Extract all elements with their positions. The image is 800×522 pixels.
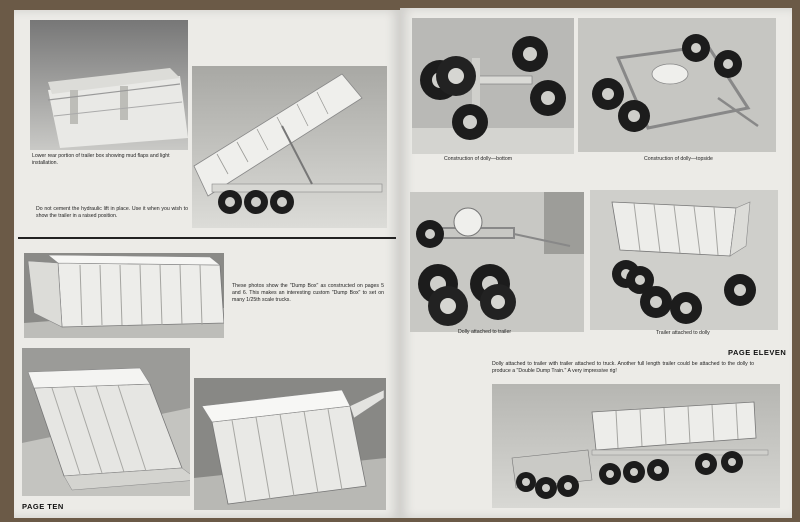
caption-rear-portion: Lower rear portion of trailer box showing mud flaps and light installation. [32,153,170,166]
caption-double-dump-train: Dolly attached to trailer with trailer attached to truck. Another full length trailer could be attached to the dolly to produce a "Double Dump Train." A very impressive rig! [492,361,754,374]
photo-trailer-attached [590,190,778,330]
caption-trailer-attached: Trailer attached to dolly [656,330,710,336]
photo-rear-portion [30,20,188,150]
right-page [400,8,792,518]
photo-raised-trailer [192,66,387,228]
photo-dolly-topside [578,18,776,152]
photo-dump-box-end [194,378,386,510]
caption-hydraulic-lift: Do not cement the hydraulic lift in place. Use it when you wish to show the trailer in a raised position. [36,206,188,219]
section-divider [18,237,396,239]
page-number-right: PAGE ELEVEN [728,348,787,357]
caption-dolly-bottom: Construction of dolly—bottom [444,156,513,162]
photo-dolly-bottom [412,18,574,154]
photo-dump-box-side [24,253,224,338]
caption-dump-box: These photos show the "Dump Box" as constructed on pages 5 and 6. This makes an interesting custom "Dump Box" to set on many 1/25th scale trucks. [232,283,384,303]
page-number-left: PAGE TEN [22,502,64,511]
photo-dump-box-angled [22,348,190,496]
photo-dolly-attached [410,192,584,332]
left-page [14,10,400,518]
photo-full-rig [492,384,780,508]
caption-dolly-topside: Construction of dolly—topside [644,156,713,162]
caption-dolly-attached: Dolly attached to trailer [458,329,512,335]
